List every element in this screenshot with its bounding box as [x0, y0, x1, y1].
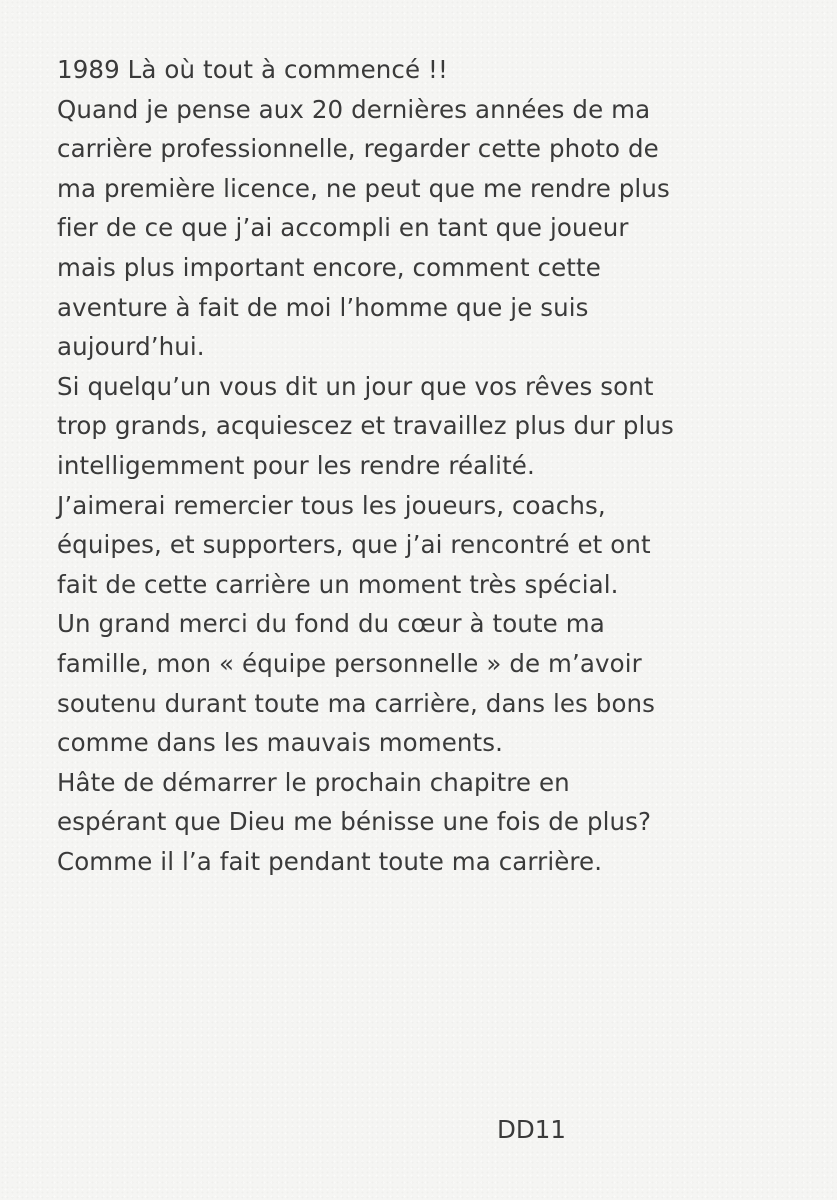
note-line: Si quelqu’un vous dit un jour que vos rêves sont	[57, 371, 654, 401]
note-line: espérant que Dieu me bénisse une fois de plus?	[57, 807, 652, 837]
note-line: mais plus important encore, comment cette	[57, 252, 601, 282]
note-line: J’aimerai remercier tous les joueurs, coachs,	[57, 490, 606, 520]
note-line: Quand je pense aux 20 dernières années de ma	[57, 94, 651, 124]
note-line: comme dans les mauvais moments.	[57, 728, 503, 758]
note-line: trop grands, acquiescez et travaillez plus dur plus	[57, 411, 674, 441]
signature: DD11	[497, 1115, 566, 1144]
note-line-title: 1989 Là où tout à commencé !!	[57, 55, 448, 84]
note-line: famille, mon « équipe personnelle » de m’avoir	[57, 648, 642, 678]
note-line: soutenu durant toute ma carrière, dans les bons	[57, 688, 656, 718]
note-body	[57, 50, 817, 881]
note-line: Un grand merci du fond du cœur à toute ma	[57, 609, 605, 639]
note-line: aujourd’hui.	[57, 332, 205, 362]
note-line: Comme il l’a fait pendant toute ma carrière.	[57, 846, 603, 876]
note-line: équipes, et supporters, que j’ai rencontré et ont	[57, 530, 651, 560]
note-line: ma première licence, ne peut que me rendre plus	[57, 173, 670, 203]
note-line: Hâte de démarrer le prochain chapitre en	[57, 767, 570, 797]
note-line: fait de cette carrière un moment très spécial.	[57, 569, 619, 599]
note-line: aventure à fait de moi l’homme que je suis	[57, 292, 589, 322]
note-line: carrière professionnelle, regarder cette photo de	[57, 134, 659, 164]
note-line: fier de ce que j’ai accompli en tant que joueur	[57, 213, 629, 243]
note-line: intelligemment pour les rendre réalité.	[57, 450, 535, 480]
